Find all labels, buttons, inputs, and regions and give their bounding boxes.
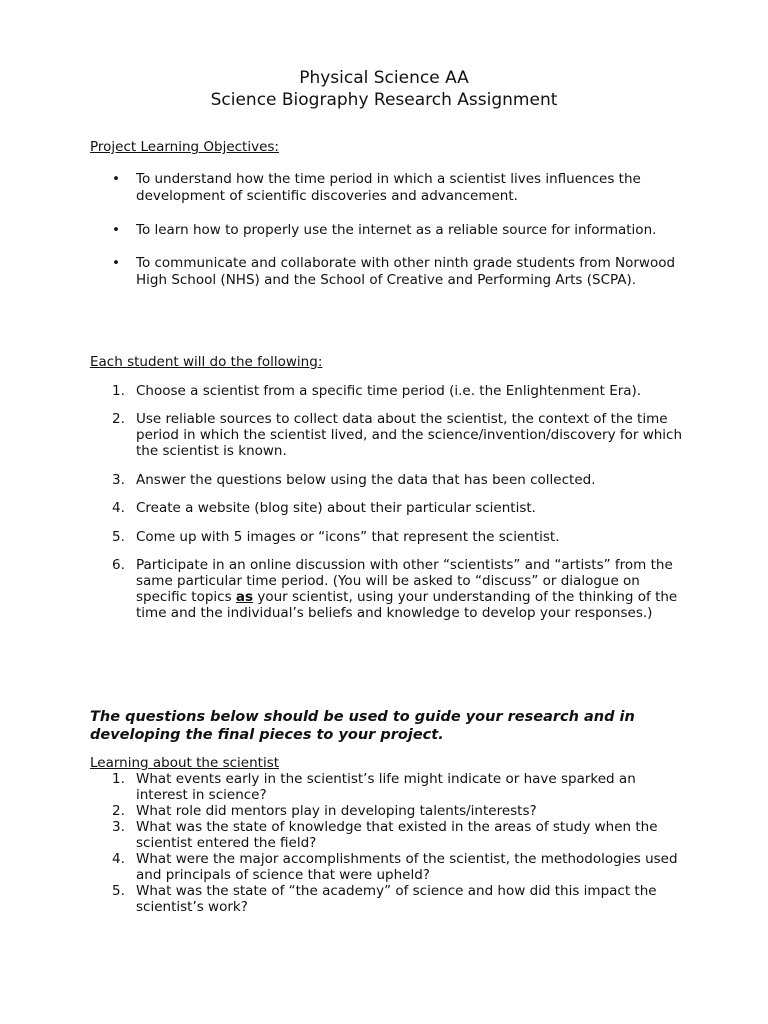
item-number: 6. [112, 557, 125, 573]
learning-heading: Learning about the scientist [90, 755, 280, 771]
task-text-before: Participate in an online discussion with other “scientists” and “artists” from the same particular time period. (You will be asked to “discuss” or dialogue on specific topics [136, 557, 673, 605]
task-text-after: your scientist, using your understanding of the thinking of the time and the individual’s beliefs and knowledge to develop your responses.) [136, 589, 678, 621]
tasks-list [90, 472, 690, 488]
list-item [90, 255, 690, 289]
list-item [90, 529, 690, 545]
item-number: 4. [112, 851, 125, 867]
objective-text: To learn how to properly use the internet as a reliable source for information. [136, 222, 657, 238]
question-text: What was the state of “the academy” of science and how did this impact the scientist’s work? [136, 883, 657, 915]
question-text: What events early in the scientist’s life might indicate or have sparked an interest in science? [136, 771, 636, 803]
list-item [90, 557, 690, 621]
tasks-list [90, 529, 690, 545]
tasks-list [90, 383, 690, 399]
objectives-list [90, 255, 690, 289]
objective-text: To understand how the time period in which a scientist lives influences the development of scientific discoveries and advancement. [136, 171, 641, 204]
bullet-icon: • [112, 255, 120, 271]
document-title-line-2: Science Biography Research Assignment [210, 90, 558, 110]
task-text: Choose a scientist from a specific time period (i.e. the Enlightenment Era). [136, 383, 642, 399]
list-item [90, 171, 690, 205]
objectives-list [90, 171, 690, 205]
document-title-line-1: Physical Science AA [299, 68, 469, 88]
question-text: What role did mentors play in developing talents/interests? [136, 803, 537, 819]
learning-questions-list [90, 771, 690, 915]
item-number: 5. [112, 529, 125, 545]
list-item [90, 383, 690, 399]
guide-intro: The questions below should be used to guide your research and in developing the final pieces to your project. [90, 709, 635, 743]
task-text: Create a website (blog site) about their particular scientist. [136, 500, 536, 516]
list-item [90, 851, 690, 883]
tasks-list [90, 411, 690, 459]
item-number: 2. [112, 803, 125, 819]
item-number: 1. [112, 771, 125, 787]
list-item [90, 819, 690, 851]
item-number: 3. [112, 472, 125, 488]
item-number: 1. [112, 383, 125, 399]
item-number: 4. [112, 500, 125, 516]
task-text: Answer the questions below using the data that has been collected. [136, 472, 596, 488]
tasks-heading: Each student will do the following: [90, 354, 323, 370]
list-item [90, 472, 690, 488]
tasks-list [90, 500, 690, 516]
list-item [90, 500, 690, 516]
list-item [90, 411, 690, 459]
item-number: 5. [112, 883, 125, 899]
list-item [90, 803, 690, 819]
objective-text: To communicate and collaborate with other ninth grade students from Norwood High School (NHS) and the School of Creative and Performing Arts (SCPA). [136, 255, 676, 288]
tasks-list [90, 557, 690, 621]
item-number: 3. [112, 819, 125, 835]
task-text: Come up with 5 images or “icons” that represent the scientist. [136, 529, 560, 545]
list-item [90, 883, 690, 915]
list-item [90, 222, 690, 239]
bullet-icon: • [112, 222, 120, 238]
question-text: What was the state of knowledge that existed in the areas of study when the scientist entered the field? [136, 819, 658, 851]
item-number: 2. [112, 411, 125, 427]
objectives-list [90, 222, 690, 239]
question-text: What were the major accomplishments of the scientist, the methodologies used and principals of science that were upheld? [136, 851, 678, 883]
objectives-heading: Project Learning Objectives: [90, 139, 279, 155]
bullet-icon: • [112, 171, 120, 187]
task-text: Use reliable sources to collect data about the scientist, the context of the time period in which the scientist lived, and the science/invention/discovery for which the scientist is known. [136, 411, 683, 459]
list-item [90, 771, 690, 803]
emphasis-word: as [235, 589, 254, 605]
task-text [136, 557, 677, 621]
